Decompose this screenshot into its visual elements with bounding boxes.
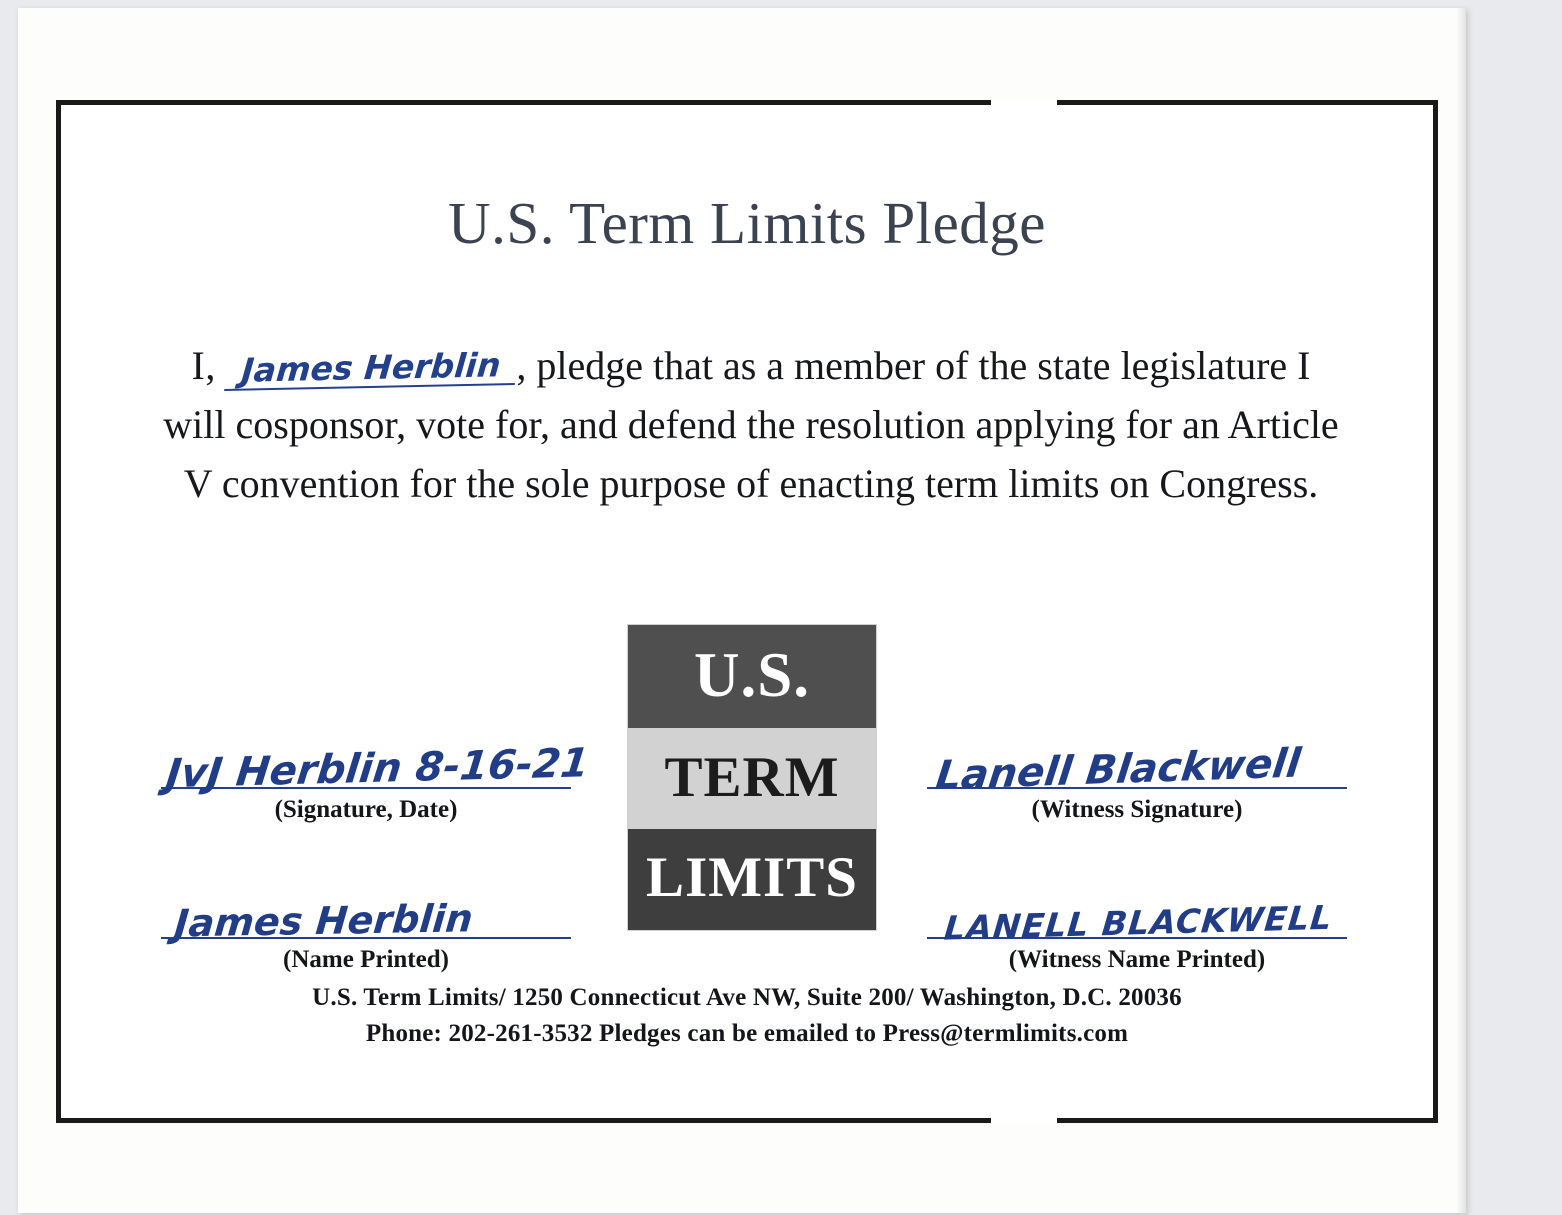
pledge-statement: [161, 337, 1341, 513]
signature-date-field[interactable]: [161, 715, 592, 824]
witness-signature-handwriting: Lanell Blackwell: [933, 740, 1304, 800]
border-notch-bottom: [991, 1117, 1057, 1123]
signature-date-handwriting: JvJ Herblin 8-16-21: [163, 740, 592, 798]
signature-date-caption: (Signature, Date): [274, 796, 458, 823]
witness-name-printed-caption: (Witness Name Printed): [1008, 946, 1266, 973]
witness-signature-field[interactable]: [927, 715, 1347, 824]
witness-signature-caption: (Witness Signature): [1031, 796, 1243, 823]
signature-date-line[interactable]: [161, 715, 592, 798]
name-printed-handwriting: James Herblin: [172, 896, 475, 946]
signer-name-handwritten: James Herblin: [224, 348, 518, 391]
name-printed-field[interactable]: [161, 865, 571, 974]
footer-phone-email-line: Phone: 202-261-3532 Pledges can be emailed to Press@termlimits.com: [365, 1019, 1129, 1047]
footer-address-line: U.S. Term Limits/ 1250 Connecticut Ave NW, Suite 200/ Washington, D.C. 20036: [312, 983, 1182, 1011]
pledge-lead-text: I,: [191, 343, 227, 388]
witness-name-printed-line[interactable]: [927, 865, 1347, 948]
logo-line-limits: LIMITS: [628, 829, 876, 930]
us-term-limits-logo: [628, 625, 876, 930]
witness-name-printed-field[interactable]: [927, 865, 1347, 974]
scanned-page: [18, 8, 1466, 1213]
page-title: U.S. Term Limits Pledge: [448, 190, 1046, 256]
name-printed-caption: (Name Printed): [283, 946, 449, 973]
name-printed-line[interactable]: [161, 865, 571, 946]
footer-contact-info: [61, 980, 1433, 1053]
logo-line-term: TERM: [628, 728, 876, 829]
pledge-remaining-text: , pledge that as a member of the state legislature I will cosponsor, vote for, and defend the resolution applying for an Article V convention for the sole purpose of enacting term limits on Congress.: [163, 343, 1339, 506]
document-border-frame: [56, 100, 1438, 1123]
witness-name-printed-handwriting: LANELL BLACKWELL: [942, 897, 1335, 948]
page-edge-shadow: [1456, 8, 1466, 1213]
witness-signature-line[interactable]: [927, 715, 1347, 800]
logo-line-us: U.S.: [628, 625, 876, 728]
border-notch-top: [991, 100, 1057, 106]
